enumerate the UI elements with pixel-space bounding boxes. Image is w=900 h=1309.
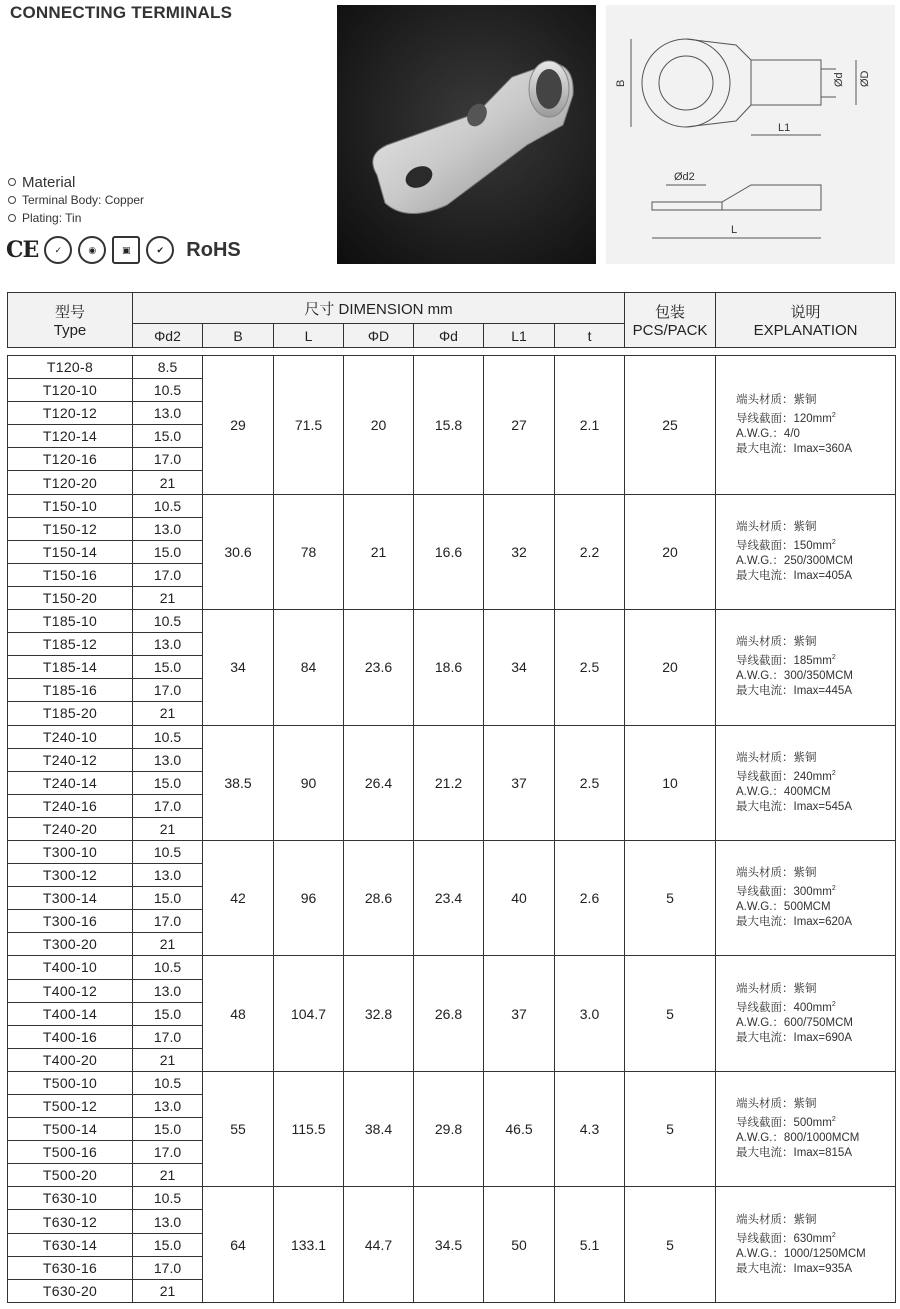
d2-cell: 13.0 (133, 517, 203, 540)
certification-marks (6, 236, 241, 264)
d2-cell: 10.5 (133, 610, 203, 633)
pack-cell: 5 (625, 1187, 716, 1302)
explanation-line: 最大电流：Imax=690A (736, 1031, 852, 1044)
phi-d-inner-cell: 26.8 (414, 956, 484, 1071)
d2-cell: 10.5 (133, 379, 203, 402)
sgs-seal-icon: ✔ (146, 236, 174, 264)
phi-d-inner-cell: 23.4 (414, 840, 484, 955)
l1-cell: 37 (484, 956, 555, 1071)
explanation-cell (716, 725, 896, 840)
explanation-line: A.W.G.：250/300MCM (736, 554, 853, 567)
type-cell: T500-14 (8, 1118, 133, 1141)
pack-cell: 5 (625, 956, 716, 1071)
pack-cell: 20 (625, 494, 716, 609)
d2-cell: 17.0 (133, 794, 203, 817)
phi-d-outer-cell: 44.7 (344, 1187, 414, 1302)
type-cell: T120-12 (8, 402, 133, 425)
label-b: B (615, 79, 627, 87)
d2-cell: 17.0 (133, 1256, 203, 1279)
type-cell: T400-12 (8, 979, 133, 1002)
explanation-line: 端头材质：紫铜 (736, 393, 817, 406)
type-cell: T500-16 (8, 1141, 133, 1164)
explanation-line: 导线截面：$500mm^2$ (736, 1116, 836, 1130)
type-cell: T500-12 (8, 1095, 133, 1118)
phi-d-outer-cell: 20 (344, 356, 414, 495)
d2-cell: 17.0 (133, 1025, 203, 1048)
explanation-line: 导线截面：$240mm^2$ (736, 769, 836, 783)
t-cell: 2.5 (555, 725, 625, 840)
page-title: CONNECTING TERMINALS (10, 3, 233, 22)
table-row (8, 1187, 896, 1210)
superscript-2: 2 (831, 654, 836, 662)
type-cell: T500-10 (8, 1071, 133, 1094)
explanation-cell (716, 840, 896, 955)
explanation-line: 端头材质：紫铜 (736, 867, 817, 880)
type-cell: T630-10 (8, 1187, 133, 1210)
explanation-line: 端头材质：紫铜 (736, 1098, 817, 1111)
type-cell: T120-16 (8, 448, 133, 471)
explanation-line: 最大电流：Imax=620A (736, 916, 852, 929)
l-cell: 90 (274, 725, 344, 840)
explanation-line: 最大电流：Imax=360A (736, 442, 852, 455)
explanation-line: 导线截面：$185mm^2$ (736, 654, 836, 668)
type-cell: T240-10 (8, 725, 133, 748)
type-cell: T185-12 (8, 633, 133, 656)
superscript-2: 2 (831, 538, 836, 546)
explanation-line: 最大电流：Imax=545A (736, 800, 852, 813)
explanation-line: 最大电流：Imax=815A (736, 1147, 852, 1160)
d2-cell: 21 (133, 1279, 203, 1302)
certification-badge-icon: ▣ (112, 236, 140, 264)
ce-mark: CE (6, 237, 39, 263)
type-cell: T120-10 (8, 379, 133, 402)
explanation-line: 端头材质：紫铜 (736, 751, 817, 764)
d2-cell: 13.0 (133, 979, 203, 1002)
d2-cell: 13.0 (133, 748, 203, 771)
type-cell: T150-20 (8, 586, 133, 609)
explanation-line: 最大电流：Imax=405A (736, 569, 852, 582)
type-cell: T400-14 (8, 1002, 133, 1025)
b-cell: 34 (203, 610, 274, 725)
product-photo (337, 5, 596, 264)
type-cell: T240-16 (8, 794, 133, 817)
label-l1: L1 (778, 122, 791, 134)
pack-cell: 20 (625, 610, 716, 725)
label-phi-d-inner: Ød (833, 72, 845, 87)
type-cell: T150-16 (8, 563, 133, 586)
d2-cell: 15.0 (133, 887, 203, 910)
bullet-icon (8, 196, 16, 204)
bullet-icon (8, 178, 16, 186)
phi-d-inner-cell: 34.5 (414, 1187, 484, 1302)
type-cell: T630-16 (8, 1256, 133, 1279)
d2-cell: 10.5 (133, 494, 203, 517)
explanation-line: 导线截面：$630mm^2$ (736, 1231, 836, 1245)
b-cell: 30.6 (203, 494, 274, 609)
table-row (8, 610, 896, 633)
label-l: L (731, 224, 738, 236)
d2-cell: 21 (133, 471, 203, 494)
l-cell: 133.1 (274, 1187, 344, 1302)
d2-cell: 10.5 (133, 1071, 203, 1094)
phi-d-inner-cell: 29.8 (414, 1071, 484, 1186)
d2-cell: 10.5 (133, 725, 203, 748)
d2-cell: 21 (133, 1164, 203, 1187)
d2-cell: 13.0 (133, 402, 203, 425)
l-cell: 71.5 (274, 356, 344, 495)
l1-cell: 27 (484, 356, 555, 495)
explanation-cell (716, 1187, 896, 1302)
d2-cell: 10.5 (133, 1187, 203, 1210)
d2-cell: 15.0 (133, 1233, 203, 1256)
d2-cell: 13.0 (133, 633, 203, 656)
l-cell: 104.7 (274, 956, 344, 1071)
l-cell: 115.5 (274, 1071, 344, 1186)
explanation-line: 导线截面：$150mm^2$ (736, 538, 836, 552)
explanation-line: 最大电流：Imax=935A (736, 1262, 852, 1275)
material-heading: Material (8, 173, 144, 191)
type-cell: T240-14 (8, 771, 133, 794)
certification-seal-icon: ◉ (78, 236, 106, 264)
table-row (8, 1071, 896, 1094)
phi-d-inner-cell: 16.6 (414, 494, 484, 609)
certification-seal-icon: ✓ (44, 236, 72, 264)
table-row (8, 356, 896, 379)
d2-cell: 10.5 (133, 956, 203, 979)
spec-table-header (7, 292, 896, 348)
phi-d-outer-cell: 23.6 (344, 610, 414, 725)
table-row (8, 494, 896, 517)
d2-cell: 15.0 (133, 771, 203, 794)
d2-cell: 21 (133, 933, 203, 956)
t-cell: 5.1 (555, 1187, 625, 1302)
d2-cell: 13.0 (133, 864, 203, 887)
explanation-line: A.W.G.：800/1000MCM (736, 1132, 860, 1145)
type-header: 型号 Type (8, 293, 133, 348)
type-cell: T185-14 (8, 656, 133, 679)
rohs-mark: RoHS (186, 238, 241, 261)
pack-cell: 5 (625, 840, 716, 955)
material-item: Terminal Body: Copper (8, 191, 144, 209)
d2-cell: 15.0 (133, 425, 203, 448)
t-cell: 3.0 (555, 956, 625, 1071)
d2-cell: 21 (133, 1048, 203, 1071)
table-row (8, 956, 896, 979)
explanation-line: 最大电流：Imax=445A (736, 685, 852, 698)
table-row (8, 725, 896, 748)
type-cell: T150-12 (8, 517, 133, 540)
l-cell: 78 (274, 494, 344, 609)
bullet-icon (8, 214, 16, 222)
type-cell: T500-20 (8, 1164, 133, 1187)
type-cell: T150-14 (8, 540, 133, 563)
terminal-lug-image (337, 5, 596, 264)
explanation-cell (716, 356, 896, 495)
superscript-2: 2 (831, 1231, 836, 1239)
explanation-line: A.W.G.：500MCM (736, 901, 831, 914)
b-cell: 42 (203, 840, 274, 955)
b-cell: 64 (203, 1187, 274, 1302)
type-cell: T400-20 (8, 1048, 133, 1071)
d2-cell: 15.0 (133, 1118, 203, 1141)
type-cell: T630-20 (8, 1279, 133, 1302)
t-cell: 2.1 (555, 356, 625, 495)
b-cell: 29 (203, 356, 274, 495)
d2-cell: 10.5 (133, 840, 203, 863)
col-header-phi-d-inner: Φd (414, 324, 484, 348)
type-cell: T120-14 (8, 425, 133, 448)
l1-cell: 32 (484, 494, 555, 609)
type-cell: T630-14 (8, 1233, 133, 1256)
phi-d-inner-cell: 18.6 (414, 610, 484, 725)
col-header-d2: Φd2 (133, 324, 203, 348)
d2-cell: 21 (133, 702, 203, 725)
superscript-2: 2 (831, 411, 836, 419)
type-cell: T400-16 (8, 1025, 133, 1048)
d2-cell: 15.0 (133, 540, 203, 563)
l-cell: 84 (274, 610, 344, 725)
l1-cell: 37 (484, 725, 555, 840)
explanation-line: A.W.G.：400MCM (736, 785, 831, 798)
type-cell: T300-14 (8, 887, 133, 910)
type-cell: T120-20 (8, 471, 133, 494)
superscript-2: 2 (831, 769, 836, 777)
explanation-cell (716, 1071, 896, 1186)
l1-cell: 34 (484, 610, 555, 725)
pack-header: 包装 PCS/PACK (625, 293, 716, 348)
explanation-cell (716, 956, 896, 1071)
pack-cell: 5 (625, 1071, 716, 1186)
l1-cell: 40 (484, 840, 555, 955)
d2-cell: 15.0 (133, 656, 203, 679)
material-item: Plating: Tin (8, 209, 144, 227)
t-cell: 2.2 (555, 494, 625, 609)
explanation-line: A.W.G.：600/750MCM (736, 1016, 853, 1029)
phi-d-inner-cell: 15.8 (414, 356, 484, 495)
d2-cell: 21 (133, 586, 203, 609)
explanation-line: 端头材质：紫铜 (736, 982, 817, 995)
material-list (8, 173, 144, 227)
explanation-cell (716, 494, 896, 609)
d2-cell: 17.0 (133, 1141, 203, 1164)
type-cell: T185-20 (8, 702, 133, 725)
t-cell: 4.3 (555, 1071, 625, 1186)
type-cell: T150-10 (8, 494, 133, 517)
explanation-header: 说明 EXPLANATION (716, 293, 896, 348)
d2-cell: 17.0 (133, 448, 203, 471)
spec-table-body (7, 355, 896, 1303)
col-header-phi-d-outer: ΦD (344, 324, 414, 348)
explanation-line: 端头材质：紫铜 (736, 1213, 817, 1226)
col-header-l1: L1 (484, 324, 555, 348)
b-cell: 48 (203, 956, 274, 1071)
explanation-line: A.W.G.：300/350MCM (736, 670, 853, 683)
explanation-line: 导线截面：$120mm^2$ (736, 411, 836, 425)
dimension-drawing (606, 5, 895, 264)
d2-cell: 15.0 (133, 1002, 203, 1025)
superscript-2: 2 (831, 885, 836, 893)
t-cell: 2.5 (555, 610, 625, 725)
type-cell: T300-20 (8, 933, 133, 956)
b-cell: 38.5 (203, 725, 274, 840)
type-cell: T300-10 (8, 840, 133, 863)
d2-cell: 17.0 (133, 910, 203, 933)
superscript-2: 2 (831, 1116, 836, 1124)
col-header-b: B (203, 324, 274, 348)
type-cell: T630-12 (8, 1210, 133, 1233)
d2-cell: 21 (133, 817, 203, 840)
pack-cell: 25 (625, 356, 716, 495)
col-header-l: L (274, 324, 344, 348)
explanation-line: 端头材质：紫铜 (736, 520, 817, 533)
table-row (8, 840, 896, 863)
explanation-line: 端头材质：紫铜 (736, 636, 817, 649)
type-cell: T185-16 (8, 679, 133, 702)
type-cell: T120-8 (8, 356, 133, 379)
d2-cell: 8.5 (133, 356, 203, 379)
phi-d-outer-cell: 38.4 (344, 1071, 414, 1186)
type-cell: T240-12 (8, 748, 133, 771)
explanation-line: 导线截面：$300mm^2$ (736, 885, 836, 899)
explanation-line: A.W.G.：1000/1250MCM (736, 1247, 866, 1260)
col-header-t: t (555, 324, 625, 348)
type-cell: T300-12 (8, 864, 133, 887)
phi-d-outer-cell: 21 (344, 494, 414, 609)
type-cell: T300-16 (8, 910, 133, 933)
type-cell: T400-10 (8, 956, 133, 979)
phi-d-outer-cell: 28.6 (344, 840, 414, 955)
phi-d-inner-cell: 21.2 (414, 725, 484, 840)
l1-cell: 50 (484, 1187, 555, 1302)
explanation-line: 导线截面：$400mm^2$ (736, 1000, 836, 1014)
label-phi-d2: Ød2 (674, 171, 695, 183)
type-cell: T185-10 (8, 610, 133, 633)
l-cell: 96 (274, 840, 344, 955)
superscript-2: 2 (831, 1000, 836, 1008)
pack-cell: 10 (625, 725, 716, 840)
l1-cell: 46.5 (484, 1071, 555, 1186)
d2-cell: 17.0 (133, 679, 203, 702)
phi-d-outer-cell: 26.4 (344, 725, 414, 840)
d2-cell: 13.0 (133, 1210, 203, 1233)
d2-cell: 13.0 (133, 1095, 203, 1118)
phi-d-outer-cell: 32.8 (344, 956, 414, 1071)
b-cell: 55 (203, 1071, 274, 1186)
type-cell: T240-20 (8, 817, 133, 840)
explanation-cell (716, 610, 896, 725)
t-cell: 2.6 (555, 840, 625, 955)
technical-drawing (606, 5, 895, 264)
dimension-header: 尺寸 DIMENSION mm (133, 293, 625, 324)
label-phi-d-outer: ØD (859, 70, 871, 87)
d2-cell: 17.0 (133, 563, 203, 586)
explanation-line: A.W.G.：4/0 (736, 427, 800, 440)
